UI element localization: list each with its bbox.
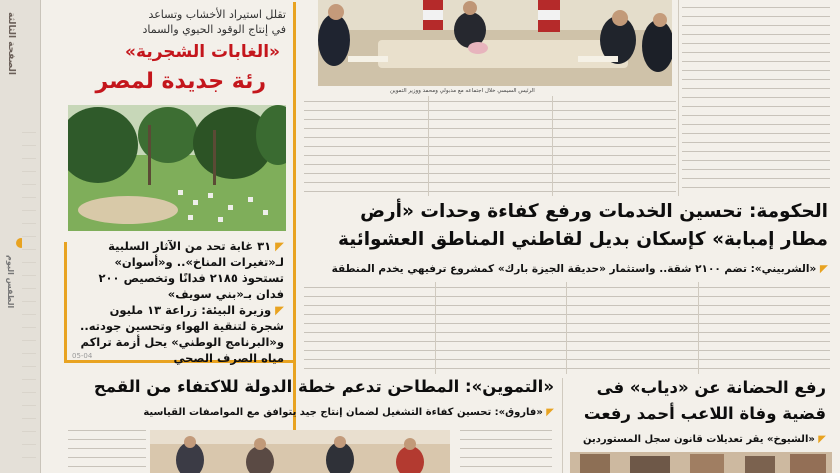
feature-border-left bbox=[64, 242, 67, 362]
feature-intro-line1: تقلل استيراد الأخشاب وتساعد bbox=[148, 8, 286, 21]
strip-weather-label: الطقس اليوم bbox=[6, 255, 15, 309]
feature-item1 bbox=[74, 238, 284, 302]
feature-caption-code: 05-04 bbox=[72, 352, 93, 360]
custody-headline-line1: رفع الحضانة عن «دياب» فى bbox=[596, 378, 826, 397]
mills-body-lines bbox=[460, 425, 552, 473]
mills-body-lines bbox=[68, 425, 146, 473]
mills-headline: «التموين»: المطاحن تدعم خطة الدولة للاكتفاء من القمح bbox=[93, 377, 554, 396]
bullet-icon: ◤ bbox=[542, 407, 554, 418]
feature-box bbox=[64, 2, 296, 472]
mills-subhead bbox=[143, 407, 554, 418]
column-divider bbox=[435, 282, 436, 374]
right-column-lines bbox=[682, 2, 830, 190]
meeting-photo bbox=[318, 0, 672, 86]
sidebar-strip bbox=[0, 0, 41, 473]
bullet-icon: ◤ bbox=[814, 434, 826, 445]
column-divider bbox=[428, 96, 429, 196]
custody-subhead-text: «الشيوخ» يقر تعديلات قانون سجل المستوردين bbox=[582, 434, 815, 445]
bullet-icon: ◤ bbox=[271, 239, 284, 253]
story-divider bbox=[562, 378, 563, 473]
column-divider bbox=[566, 282, 567, 374]
feature-item1-text: ٣١ غابة تحد من الآثار السلبية لـ«تغيرات المناخ».. و«أسوان» تستحوذ ٢١٨٥ فدانًا وتخصيص ٢٠٠ فدان بـ«بني سويف» bbox=[98, 239, 284, 301]
strip-weather-table bbox=[22, 120, 36, 460]
bullet-icon: ◤ bbox=[816, 263, 828, 275]
bullet-icon: ◤ bbox=[271, 303, 284, 317]
center-columns-lines bbox=[304, 96, 676, 196]
mills-photo bbox=[150, 430, 450, 473]
feature-subtitle: رئة جديدة لمصر bbox=[95, 69, 266, 94]
feature-item2-text: وزيرة البيئة: زراعة ١٣ مليون شجرة لتنقية الهواء وتحسين جودته.. و«البرنامج الوطني» يحل أزمة تراكم مياه الصرف الصحي bbox=[79, 303, 284, 365]
main-subhead bbox=[332, 263, 828, 275]
custody-subhead bbox=[583, 434, 826, 445]
main-headline-line2: مطار إمبابة» كإسكان بديل لقاطني المناطق العشوائية bbox=[337, 229, 828, 250]
forest-photo bbox=[68, 105, 286, 231]
photo-caption: الرئيس السيسي خلال اجتماعه مع مدبولي ومحمد ووزير التموين bbox=[390, 88, 535, 94]
mills-subhead-text: «فاروق»: تحسين كفاءة التشغيل لضمان إنتاج جيد يتوافق مع المواصفات القياسية bbox=[143, 407, 543, 418]
strip-top-label: الصفحة الثالثة bbox=[6, 12, 16, 75]
feature-item2 bbox=[74, 302, 284, 366]
custody-headline-line2: قضية وفاة اللاعب أحمد رفعت bbox=[583, 404, 826, 423]
custody-photo bbox=[570, 452, 832, 473]
column-divider bbox=[698, 282, 699, 374]
column-divider bbox=[552, 96, 553, 196]
story-body-lines bbox=[304, 282, 830, 374]
main-subhead-text: «الشربيني»: تضم ٢١٠٠ شقة.. واستثمار «حديقة الجيزة بارك» كمشروع ترفيهي يخدم المنطقة bbox=[331, 263, 817, 275]
main-headline-line1: الحكومة: تحسين الخدمات ورفع كفاءة وحدات «أرض bbox=[360, 201, 828, 222]
feature-intro-line2: في إنتاج الوقود الحيوي والسماد bbox=[142, 23, 286, 36]
feature-title: «الغابات الشجرية» bbox=[125, 42, 280, 62]
column-divider bbox=[678, 0, 679, 196]
